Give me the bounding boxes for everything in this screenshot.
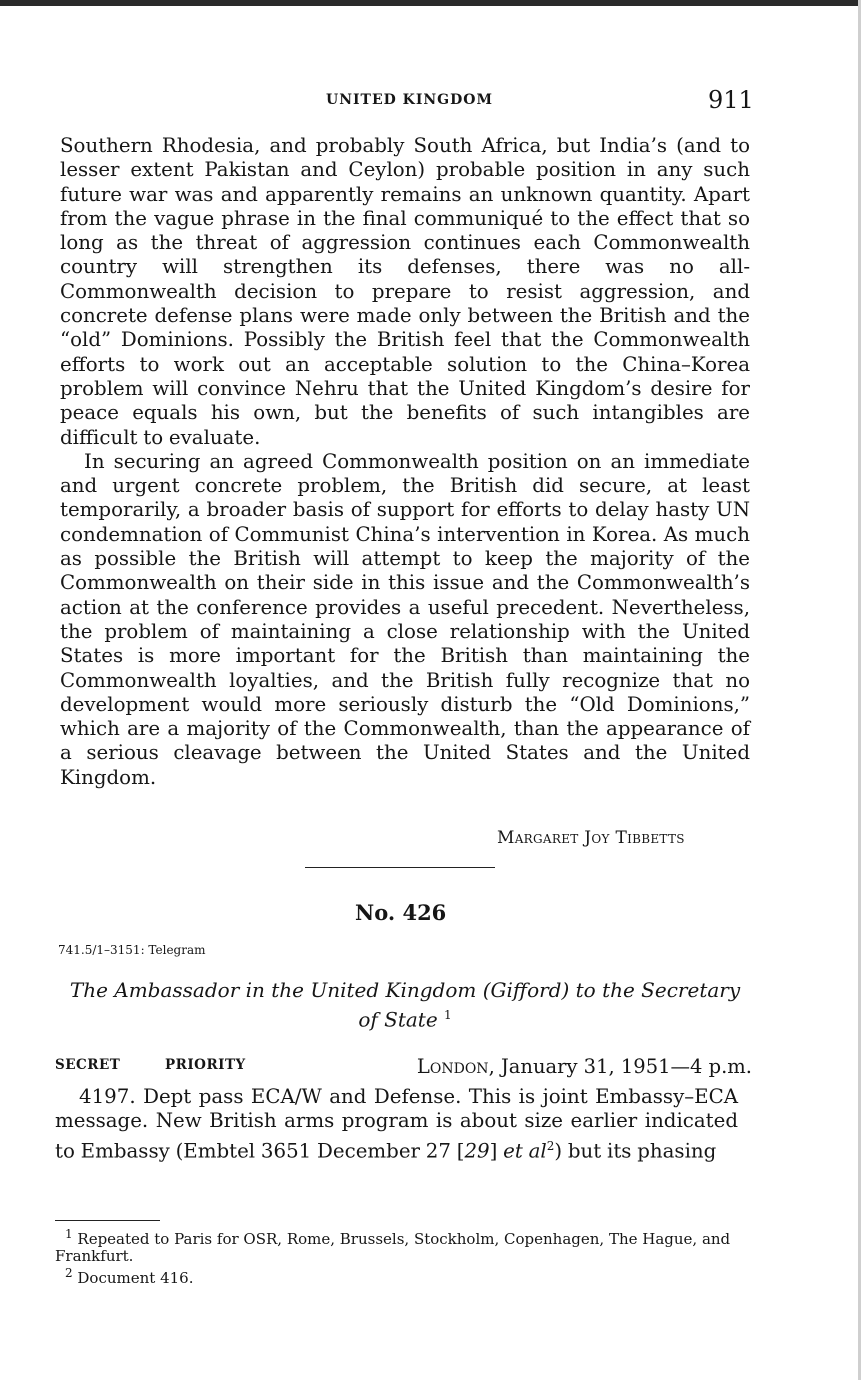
page-number: 911 (708, 86, 754, 114)
file-reference: 741.5/1–3151: Telegram (58, 943, 206, 957)
priority-label: PRIORITY (165, 1057, 246, 1073)
document-number: No. 426 (355, 900, 447, 925)
footnote-2 (55, 1265, 740, 1287)
telegram-footnote-mark: 2 (546, 1138, 555, 1153)
body-paragraph-2: In securing an agreed Commonwealth position on an immediate and urgent concrete problem, the British did secure, at least temporarily, a broader basis of support for efforts to delay hasty UN condemnation of Communist China’s intervention in Korea. As much as possible the British will attempt to keep the majority of the Commonwealth on their side in this issue and the Commonwealth’s action at the conference provides a useful precedent. Nevertheless, the problem of maintaining a close relationship with the United States is more important for the British than maintaining the Commonwealth loyalties, and the British fully recognize that no development would more seriously disturb the “Old Dominions,” which are a majority of the Commonwealth, than the appearance of a serious cleavage between the United States and the United Kingdom. (60, 449, 750, 789)
body-paragraph-1: Southern Rhodesia, and probably South Africa, but India’s (and to lesser extent Pakistan and Ceylon) probable position in any such future war was and apparently remains an unknown quantity. Apart from the vague phrase in the final communiqué to the effect that so long as the threat of aggression continues each Commonwealth country will strengthen its defenses, there was no all-Commonwealth decision to prepare to resist aggression, and concrete defense plans were made only between the British and the “old” Dominions. Possibly the British feel that the Commonwealth efforts to work out an acceptable solution to the China–Korea problem will convince Nehru that the United Kingdom’s desire for peace equals his own, but the benefits of such intangibles are difficult to evaluate. (60, 134, 750, 449)
footnote-2-text: Document 416. (72, 1269, 194, 1287)
dateline (417, 1055, 752, 1078)
telegram-paragraph (55, 1085, 738, 1163)
dateline-place: London (416, 1055, 489, 1078)
running-header-title: UNITED KINGDOM (326, 92, 493, 108)
body-text (60, 134, 750, 790)
telegram-text-part-1: 4197. Dept pass ECA/W and Defense. This is joint Embassy–ECA message. New British arms program is about size earlier indicated to Embassy (Embtel 3651 December 27 [ (55, 1085, 738, 1163)
section-divider (305, 867, 495, 868)
signature (497, 828, 685, 848)
telegram-text-part-3: ) but its phasing (554, 1139, 717, 1163)
dateline-date: , January 31, 1951—4 p.m. (488, 1055, 752, 1078)
telegram-text-part-2: ] (489, 1139, 504, 1163)
telegram-et-al: et al (503, 1139, 547, 1163)
signature-name: Margaret Joy Tibbetts (497, 828, 685, 848)
footnote-1 (55, 1226, 740, 1265)
classification-label: SECRET (55, 1057, 121, 1073)
title-footnote-mark: 1 (444, 1007, 452, 1022)
document-title-text: The Ambassador in the United Kingdom (Gifford) to the Secretary of State (69, 978, 741, 1032)
footnote-2-mark: 2 (65, 1266, 73, 1280)
footnotes (55, 1226, 740, 1287)
footnote-1-text: Repeated to Paris for OSR, Rome, Brussels, Stockholm, Copenhagen, The Hague, and Frankfurt. (55, 1230, 731, 1265)
document-title (60, 978, 750, 1032)
footnote-1-mark: 1 (65, 1227, 73, 1241)
telegram-meta-line (55, 1055, 752, 1079)
scan-top-edge (0, 0, 861, 6)
telegram-text (55, 1085, 738, 1163)
telegram-bracket-date: 29 (464, 1139, 490, 1163)
footnote-rule (55, 1220, 160, 1221)
